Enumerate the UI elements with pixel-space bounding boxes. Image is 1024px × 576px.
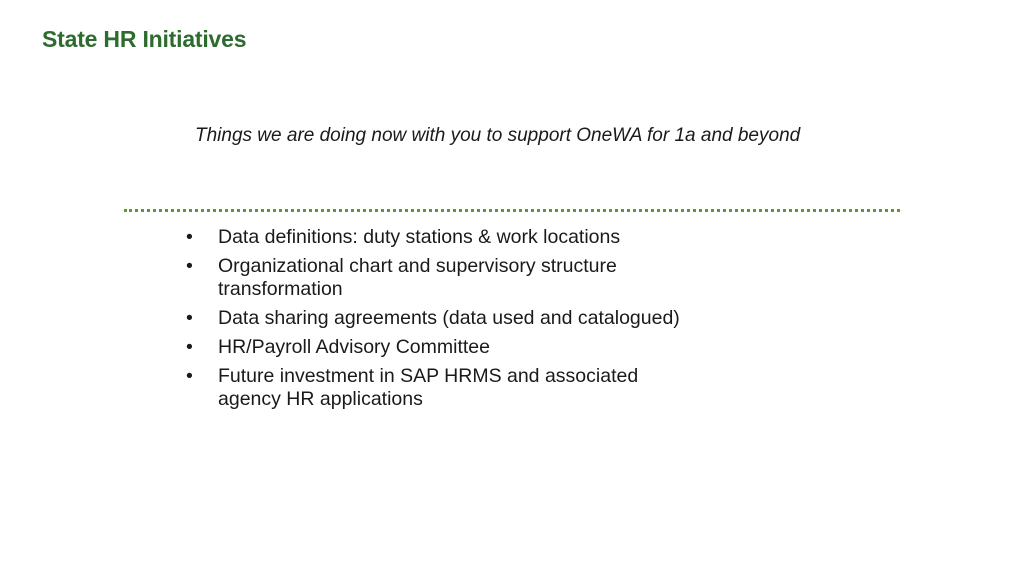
list-item [186,255,686,301]
slide-title: State HR Initiatives [42,26,247,52]
list-item [186,307,686,330]
list-item-text: Future investment in SAP HRMS and associated agency HR applications [218,365,639,410]
bullet-icon: • [186,365,193,387]
initiatives-list [186,226,686,417]
list-item [186,365,686,411]
list-item-text: Data sharing agreements (data used and catalogued) [218,307,680,329]
bullet-icon: • [186,226,193,248]
bullet-icon: • [186,255,193,277]
bullet-icon: • [186,336,193,358]
slide-subtitle: Things we are doing now with you to support OneWA for 1a and beyond [195,125,801,146]
list-item [186,226,686,249]
list-item-text: HR/Payroll Advisory Committee [218,336,490,358]
bullet-icon: • [186,307,193,329]
list-item-text: Data definitions: duty stations & work locations [218,226,621,248]
dotted-divider [124,209,900,212]
list-item-text: Organizational chart and supervisory structure transformation [218,255,617,300]
list-item [186,336,686,359]
